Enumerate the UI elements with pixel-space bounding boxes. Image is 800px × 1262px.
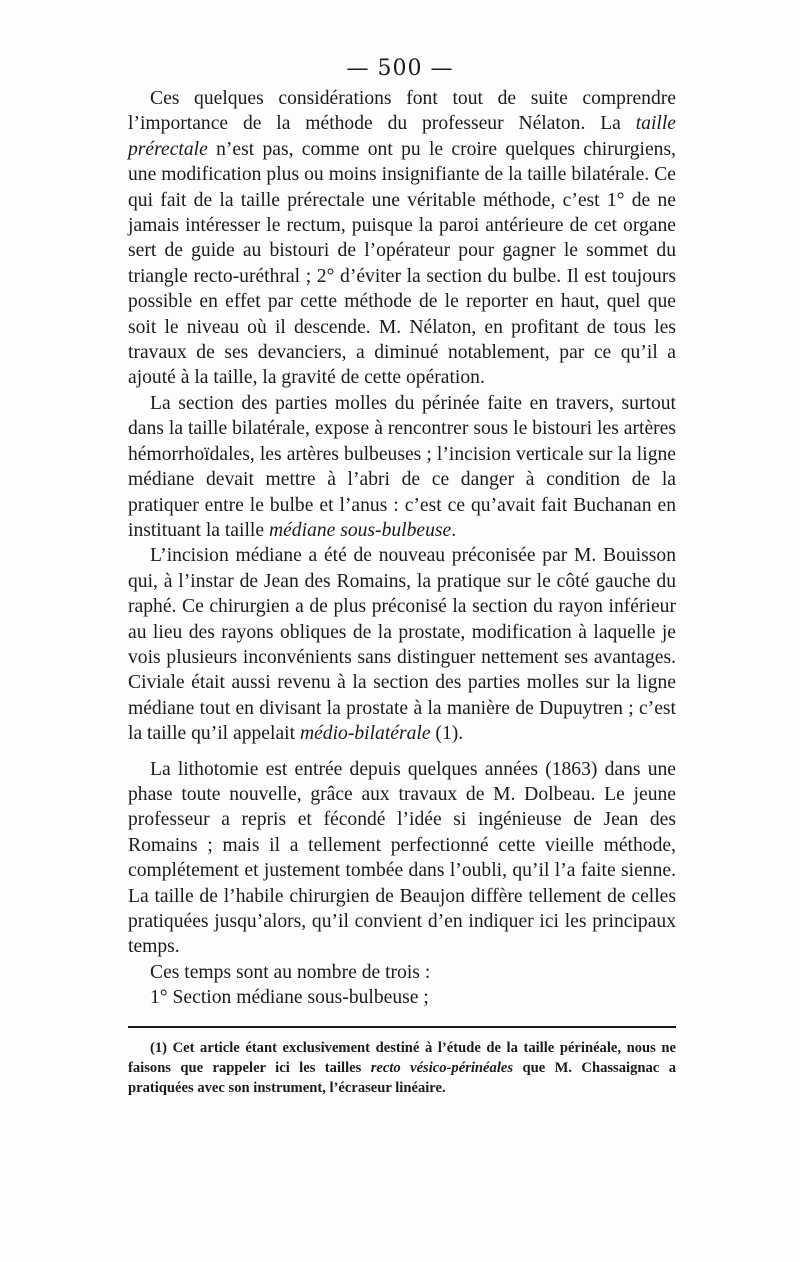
page-number: — 500 —: [346, 56, 454, 81]
term-medio-bilaterale: médio-bilatérale: [299, 723, 431, 745]
paragraph-1-text: Ces quelques considérations font tout de suite comprendre l’importance de la méthode du professeur Nélaton. La: [128, 88, 676, 135]
term-recto-vesico-perineales: recto vésico-périnéales: [370, 1060, 514, 1076]
footnote-text-cont: que M. Chassaignac a pratiquées avec son instrument, l’écraseur linéaire.: [128, 1060, 676, 1096]
paragraph-3-text-cont: (1).: [430, 723, 464, 745]
paragraph-2-text-cont: .: [451, 519, 457, 541]
footnote-text: (1) Cet article étant exclusivement destiné à l’étude de la taille périnéale, nous ne faisons que rappeler ici les tailles: [128, 1040, 676, 1076]
footnote-divider: [128, 1026, 676, 1028]
paragraph-4: La lithotomie est entrée depuis quelques années (1863) dans une phase toute nouvelle, grâce aux travaux de M. Dolbeau. Le jeune professeur a repris et fécondé l’idée si ingénieuse de Jean des Romains ; mais il a tellement perfectionné cette vieille méthode, complétement et justement tombée dans l’oubli, qu’il l’a faite sienne. La taille de l’habile chirurgien de Beaujon diffère tellement de celles pratiquées jusqu’alors, qu’il convient d’en indiquer ici les principaux temps.: [128, 758, 676, 958]
paragraph-2-text: La section des parties molles du périnée faite en travers, surtout dans la taille bilatérale, expose à rencontrer sous le bistouri les artères hémorrhoïdales, les artères bulbeuses ; l’incision verticale sur la ligne médiane devait mettre à l’abri de ce danger à condition de la pratiquer entre le bulbe et l’anus : c’est ce qu’avait fait Buchanan en instituant la taille: [128, 392, 676, 541]
term-taille-prerectale: taille prérectale: [128, 113, 676, 160]
paragraph-5: Ces temps sont au nombre de trois :: [150, 961, 431, 983]
paragraph-1-text-cont: n’est pas, comme ont pu le croire quelques chirurgiens, une modification plus ou moins insignifiante de la taille bilatérale. Ce qui fait de la taille prérectale une véritable méthode, c’est 1° de ne jamais intéresser le rectum, puisque la paroi antérieure de cet organe sert de guide au bistouri de l’opérateur pour gagner le sommet du triangle recto-uréthral ; 2° d’éviter la section du bulbe. Il est toujours possible en effet par cette méthode de le reporter en haut, quel que soit le niveau où il descende. M. Nélaton, en profitant de tous les travaux de ses devanciers, a diminué notablement, par ce qu’il a ajouté à la taille, la gravité de cette opération.: [128, 138, 676, 389]
paragraph-1: [128, 86, 676, 391]
paragraph-3-text: L’incision médiane a été de nouveau préconisée par M. Bouisson qui, à l’instar de Jean des Romains, la pratique sur le côté gauche du raphé. Ce chirurgien a de plus préconisé la section du rayon inférieur au lieu des rayons obliques de la prostate, modification à laquelle je vois plusieurs inconvénients sans distinguer nettement ses avantages. Civiale était aussi revenu à la section des parties molles sur la ligne médiane tout en divisant la prostate à la manière de Dupuytren ; c’est la taille qu’il appelait: [128, 545, 676, 745]
footnote: [128, 1038, 676, 1098]
footnote-paragraph: [128, 1038, 676, 1098]
list-item-1: 1° Section médiane sous-bulbeuse ;: [150, 987, 429, 1009]
body-text: [128, 86, 676, 1011]
term-mediane-sous-bulbeuse: médiane sous-bulbeuse: [268, 519, 452, 541]
paragraph-3: [128, 543, 676, 746]
paragraph-2: [128, 391, 676, 543]
